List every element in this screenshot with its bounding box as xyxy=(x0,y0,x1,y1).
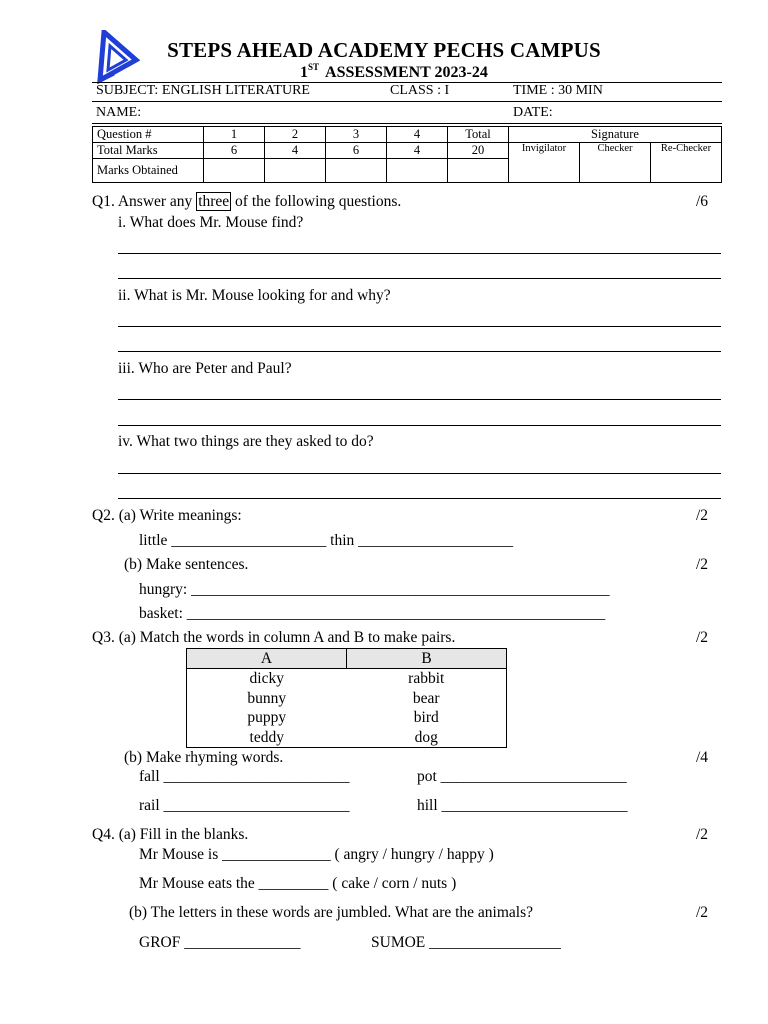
q1-marks: /6 xyxy=(696,193,709,210)
time-label: TIME : 30 MIN xyxy=(513,83,603,98)
q3b-marks: /4 xyxy=(696,749,709,766)
marks-obtained-cell[interactable] xyxy=(265,159,326,183)
q2a-marks: /2 xyxy=(696,507,709,524)
column-a-header: A xyxy=(187,649,347,669)
rhyme-rail[interactable]: rail ________________________ xyxy=(139,797,350,814)
divider xyxy=(92,123,722,124)
name-field[interactable]: NAME: xyxy=(96,105,142,120)
blank-1[interactable]: Mr Mouse is ______________ ( angry / hungry / happy ) xyxy=(139,846,494,863)
sentence-hungry[interactable]: hungry: ______________________________________________________ xyxy=(139,581,610,598)
q1-item-4: iv. What two things are they asked to do? xyxy=(118,433,374,450)
marks-obtained-cell[interactable] xyxy=(448,159,509,183)
q1-item-1: i. What does Mr. Mouse find? xyxy=(118,214,304,231)
q1-item-3: iii. Who are Peter and Paul? xyxy=(118,360,292,377)
table-row: puppy bird xyxy=(247,709,439,727)
q4a-marks: /2 xyxy=(696,826,709,843)
q4b-heading: (b) The letters in these words are jumbled. What are the animals? xyxy=(129,904,534,921)
jumbled-grof[interactable]: GROF _______________ xyxy=(139,934,301,951)
q4a-heading: Q4. (a) Fill in the blanks. xyxy=(92,826,249,843)
column-b-header: B xyxy=(347,649,507,669)
marks-obtained-cell[interactable] xyxy=(387,159,448,183)
blank-2[interactable]: Mr Mouse eats the _________ ( cake / corn / nuts ) xyxy=(139,875,457,892)
marks-obtained-cell[interactable] xyxy=(204,159,265,183)
jumbled-sumoe[interactable]: SUMOE _________________ xyxy=(371,934,561,951)
table-row: bunny bear xyxy=(247,689,440,707)
q1-heading: Q1. Answer any three of the following questions. xyxy=(92,193,402,210)
sentence-basket[interactable]: basket: ______________________________________________________ xyxy=(139,605,606,622)
q3b-heading: (b) Make rhyming words. xyxy=(124,749,284,766)
rhyme-pot[interactable]: pot ________________________ xyxy=(417,768,627,785)
q3a-marks: /2 xyxy=(696,629,709,646)
class-label: CLASS : I xyxy=(390,83,450,98)
date-field[interactable]: DATE: xyxy=(513,105,553,120)
answer-line[interactable] xyxy=(118,425,721,426)
answer-line[interactable] xyxy=(118,498,721,499)
q2a-heading: Q2. (a) Write meanings: xyxy=(92,507,242,524)
answer-line[interactable] xyxy=(118,326,721,327)
answer-line[interactable] xyxy=(118,253,721,254)
answer-line[interactable] xyxy=(118,473,721,474)
q2b-heading: (b) Make sentences. xyxy=(124,556,249,573)
marks-obtained-cell[interactable] xyxy=(326,159,387,183)
divider xyxy=(92,101,722,102)
match-table xyxy=(186,648,507,748)
marks-table: Question # 1 2 3 4 Total Signature Total Marks 6 4 6 4 20 Invigilator Checker Re-Checker Marks Obtained xyxy=(92,126,722,183)
table-row: dicky rabbit xyxy=(249,670,445,688)
school-title: STEPS AHEAD ACADEMY PECHS CAMPUS xyxy=(167,38,601,62)
answer-line[interactable] xyxy=(118,351,721,352)
answer-line[interactable] xyxy=(118,399,721,400)
subject-label: SUBJECT: ENGLISH LITERATURE xyxy=(96,83,310,98)
q1-item-2: ii. What is Mr. Mouse looking for and why? xyxy=(118,287,391,304)
q2b-marks: /2 xyxy=(696,556,709,573)
answer-line[interactable] xyxy=(118,278,721,279)
assessment-title: 1ST ASSESSMENT 2023-24 xyxy=(300,62,488,81)
q3a-heading: Q3. (a) Match the words in column A and B to make pairs. xyxy=(92,629,456,646)
table-row: teddy dog xyxy=(249,728,438,746)
rhyme-hill[interactable]: hill ________________________ xyxy=(417,797,628,814)
rhyme-fall[interactable]: fall ________________________ xyxy=(139,768,350,785)
q4b-marks: /2 xyxy=(696,904,709,921)
meanings-line[interactable]: little ____________________ thin ____________________ xyxy=(139,532,514,549)
